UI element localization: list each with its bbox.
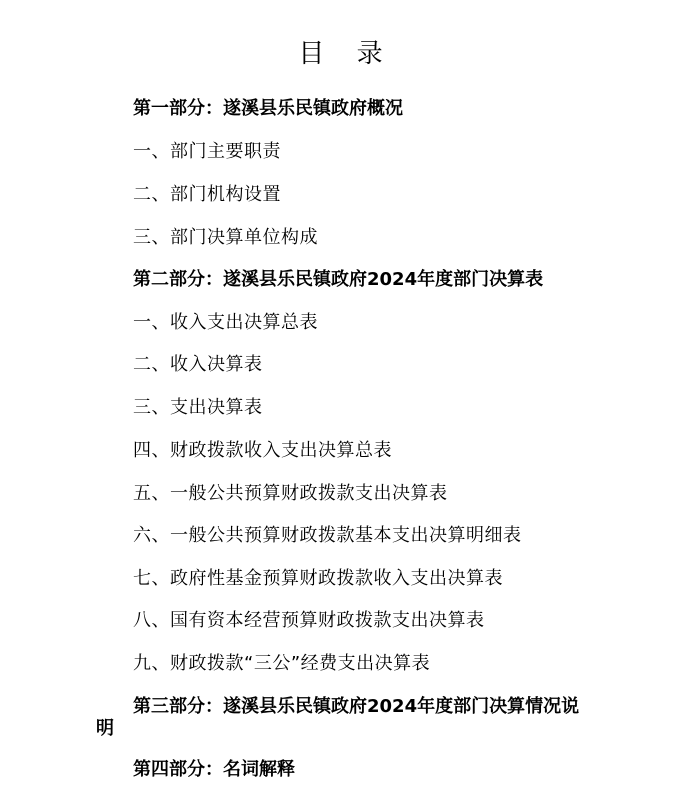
part2-item-5: 五、一般公共预算财政拨款支出决算表 [133, 483, 448, 504]
part2-item-4: 四、财政拨款收入支出决算总表 [133, 440, 392, 461]
part2-item-1: 一、收入支出决算总表 [133, 312, 318, 333]
part2-item-3: 三、支出决算表 [133, 397, 263, 418]
part1-heading: 第一部分：遂溪县乐民镇政府概况 [133, 98, 403, 119]
part2-item-7: 七、政府性基金预算财政拨款收入支出决算表 [133, 568, 503, 589]
part4-heading: 第四部分：名词解释 [133, 759, 295, 780]
part2-item-9: 九、财政拨款“三公”经费支出决算表 [133, 653, 431, 674]
part2-heading: 第二部分：遂溪县乐民镇政府2024年度部门决算表 [133, 269, 544, 290]
part1-item-2: 二、部门机构设置 [133, 184, 281, 205]
part3-heading-line2: 明 [96, 718, 114, 739]
part2-item-8: 八、国有资本经营预算财政拨款支出决算表 [133, 610, 485, 631]
page-title: 目 录 [298, 39, 395, 69]
part3-heading-line1: 第三部分：遂溪县乐民镇政府2024年度部门决算情况说 [133, 696, 580, 717]
part1-item-1: 一、部门主要职责 [133, 141, 281, 162]
part1-item-3: 三、部门决算单位构成 [133, 227, 318, 248]
part2-item-2: 二、收入决算表 [133, 354, 263, 375]
part2-item-6: 六、一般公共预算财政拨款基本支出决算明细表 [133, 525, 522, 546]
